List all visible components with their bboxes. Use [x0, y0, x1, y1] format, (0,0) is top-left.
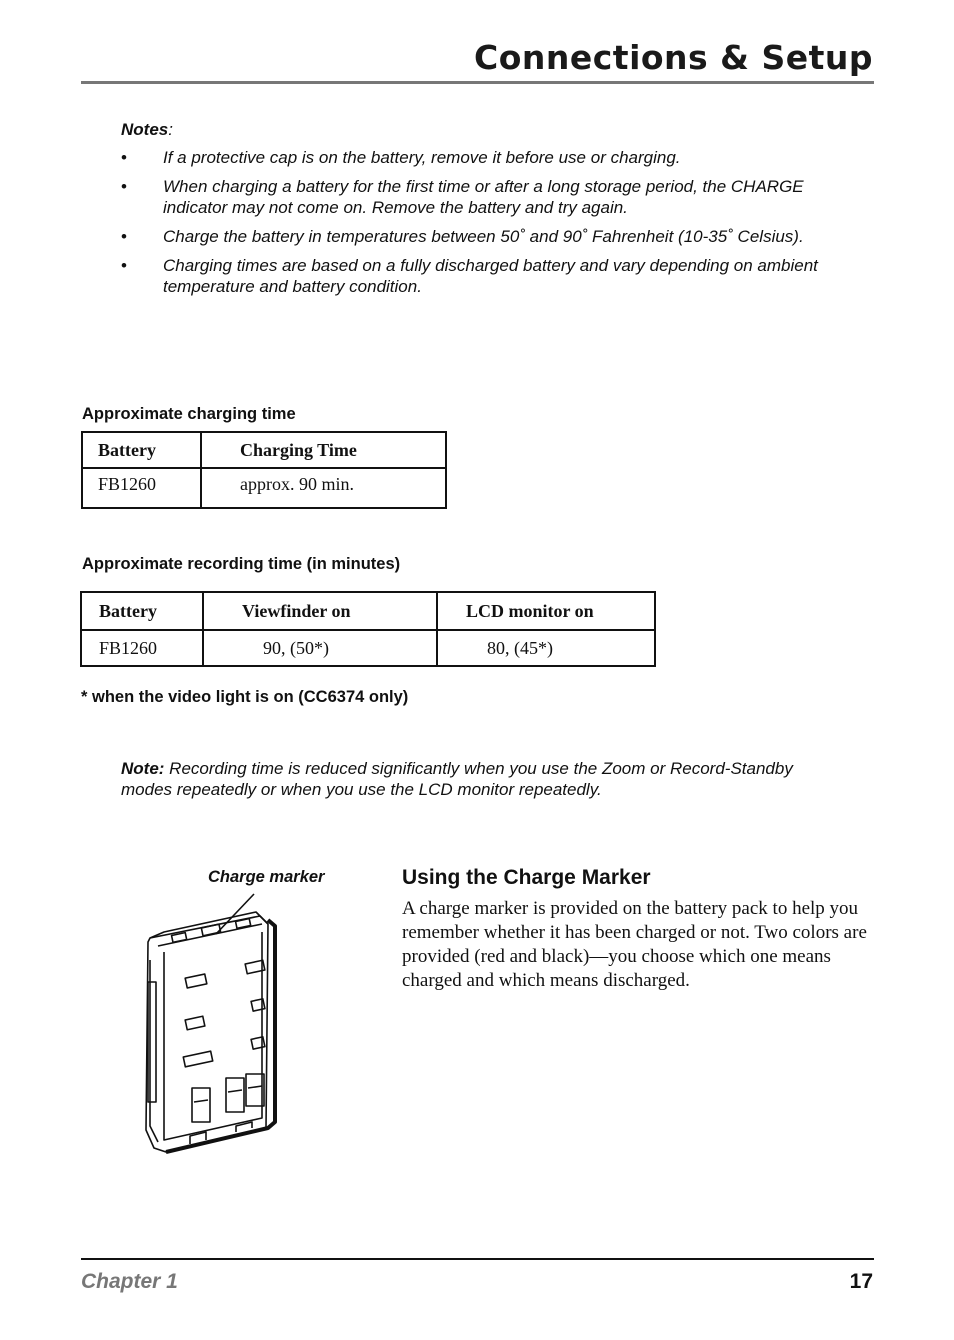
- table-header-cell: LCD monitor on: [437, 592, 655, 630]
- header-rule: [81, 81, 874, 84]
- battery-back-edge: [166, 920, 275, 1152]
- table-cell: 80, (45*): [437, 630, 655, 666]
- page-title: Connections & Setup: [473, 38, 873, 77]
- recording-table: [80, 591, 656, 667]
- table-cell: 90, (50*): [203, 630, 437, 666]
- charging-table: [81, 431, 447, 509]
- bullet: •: [121, 256, 127, 275]
- note-text: Charge the battery in temperatures between 50˚ and 90˚ Fahrenheit (10-35˚ Celsius).: [163, 227, 804, 246]
- face-slot: [251, 999, 265, 1011]
- terminal-line: [194, 1100, 208, 1102]
- side-rail: [150, 960, 158, 1142]
- notes-heading-colon: :: [168, 120, 173, 139]
- charging-table-caption: Approximate charging time: [82, 405, 296, 423]
- note-label: Note:: [121, 759, 165, 778]
- bullet: •: [121, 177, 127, 196]
- list-item: [121, 255, 841, 297]
- terminal-line: [228, 1090, 242, 1092]
- notes-heading: [121, 120, 173, 140]
- charge-marker-label: Charge marker: [208, 868, 325, 886]
- recording-note: [121, 758, 821, 800]
- table-header-cell: Battery: [82, 432, 201, 468]
- list-item: [121, 226, 841, 247]
- list-item: [121, 147, 841, 168]
- table-cell: FB1260: [81, 630, 203, 666]
- bullet: •: [121, 148, 127, 167]
- notes-list: [121, 147, 841, 305]
- terminal-block: [226, 1078, 244, 1112]
- note-text: Charging times are based on a fully discharged battery and vary depending on ambient temperature and battery condition.: [163, 256, 818, 296]
- note-text: Recording time is reduced significantly when you use the Zoom or Record-Standby modes repeatedly or when you use the LCD monitor repeatedly.: [121, 759, 793, 799]
- footnote: * when the video light is on (CC6374 only): [81, 688, 409, 706]
- face-slot: [251, 1037, 265, 1049]
- table-header-cell: Battery: [81, 592, 203, 630]
- section-title: Using the Charge Marker: [402, 866, 651, 889]
- footer-rule: [81, 1258, 874, 1260]
- bullet: •: [121, 227, 127, 246]
- face-slot: [185, 1016, 205, 1030]
- table-header-row: [81, 592, 655, 630]
- table-header-cell: Charging Time: [201, 432, 446, 468]
- table-cell: FB1260: [82, 468, 201, 508]
- footer-chapter: Chapter 1: [81, 1270, 178, 1293]
- face-slot: [183, 1051, 212, 1067]
- table-header-cell: Viewfinder on: [203, 592, 437, 630]
- notes-heading-label: Notes: [121, 120, 169, 139]
- table-row: [82, 468, 446, 508]
- page-number: 17: [849, 1270, 873, 1293]
- recording-table-caption: Approximate recording time (in minutes): [82, 555, 401, 573]
- table-header-row: [82, 432, 446, 468]
- terminal-block: [192, 1088, 210, 1122]
- face-slot: [185, 974, 207, 988]
- battery-pack-illustration: [136, 890, 286, 1162]
- terminal-line: [248, 1086, 262, 1088]
- note-text: When charging a battery for the first time or after a long storage period, the CHARGE indicator may not come on. Remove the battery and try again.: [163, 177, 804, 217]
- table-cell: approx. 90 min.: [201, 468, 446, 508]
- side-groove: [148, 982, 156, 1102]
- note-text: If a protective cap is on the battery, remove it before use or charging.: [163, 148, 681, 167]
- table-row: [81, 630, 655, 666]
- section-body: A charge marker is provided on the battery pack to help you remember whether it has been charged or not. Two colors are provided (red and black)—you choose which one means charged and which means discharged.: [402, 898, 867, 991]
- list-item: [121, 176, 841, 218]
